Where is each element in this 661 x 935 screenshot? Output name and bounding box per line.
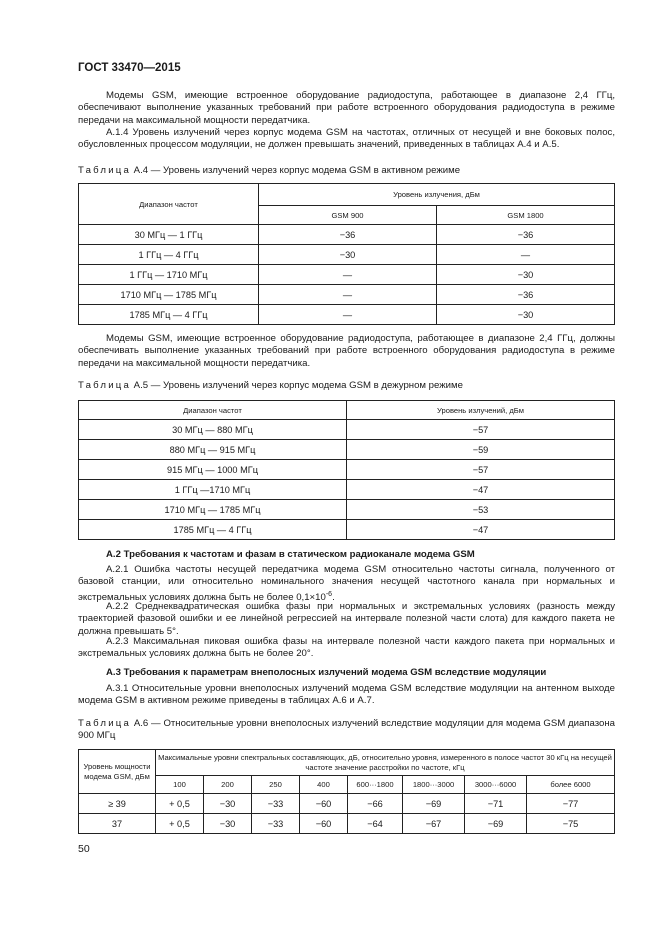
table-row [79, 500, 615, 520]
cell: + 0,5 [156, 794, 204, 814]
table-row [79, 265, 615, 285]
cell: −77 [527, 794, 615, 814]
paragraph-text: А.2.3 Максимальная пиковая ошибка фазы на интервале полезной части каждого пакета при нормальных и экстремальных условиях должна быть не более 20°. [78, 636, 615, 660]
cell: 1710 МГц — 1785 МГц [79, 500, 347, 520]
header-level: Уровень излучения, дБм [259, 184, 615, 206]
cell: −59 [347, 440, 615, 460]
cell: −47 [347, 520, 615, 540]
paragraph-text: Модемы GSM, имеющие встроенное оборудование радиодоступа, работающее в диапазоне 2,4 ГГц, должны обеспечивать выполнение указанных требований при работе встроенного оборудования радиодоступа в режиме передачи на максимальной мощности передатчика. [78, 333, 615, 369]
paragraph [78, 683, 615, 708]
header-gsm900: GSM 900 [259, 206, 437, 225]
header-level: Уровень излучений, дБм [347, 401, 615, 420]
paragraph [78, 90, 615, 127]
table-a6 [78, 749, 615, 834]
table-row [79, 520, 615, 540]
header-offset: 1800···3000 [403, 776, 465, 794]
header-offset: более 6000 [527, 776, 615, 794]
paragraph-text: . [332, 592, 335, 603]
section-heading-a2: А.2 Требования к частотам и фазам в статическом радиоканале модема GSM [106, 549, 475, 560]
header-range: Диапазон частот [79, 401, 347, 420]
cell: — [259, 285, 437, 305]
header-offset: 400 [300, 776, 348, 794]
table-a4 [78, 183, 615, 325]
cell: 880 МГц — 915 МГц [79, 440, 347, 460]
cell: 37 [79, 814, 156, 834]
paragraph [78, 564, 615, 604]
cell: — [259, 305, 437, 325]
cell: 1785 МГц — 4 ГГц [79, 305, 259, 325]
paragraph-text: А.2.2 Среднеквадратическая ошибка фазы при нормальных и экстремальных условиях (разность между траекторией фазовой ошибки и ее линейной регрессией на интервале полезной части слота) для каждого пакета не должна превышать 5°. [78, 601, 615, 637]
table-row [79, 420, 615, 440]
cell: −36 [437, 225, 615, 245]
header-offset: 600···1800 [348, 776, 403, 794]
cell: 1 ГГц — 1710 МГц [79, 265, 259, 285]
cell: −36 [259, 225, 437, 245]
cell: −30 [204, 794, 252, 814]
table-row [79, 460, 615, 480]
table-row [79, 245, 615, 265]
cell: −71 [465, 794, 527, 814]
caption-text: А.5 — Уровень излучений через корпус модема GSM в дежурном режиме [131, 380, 463, 391]
cell: −30 [437, 305, 615, 325]
header-offset: 100 [156, 776, 204, 794]
cell: −33 [252, 814, 300, 834]
cell: −30 [259, 245, 437, 265]
header-offset: 3000···6000 [465, 776, 527, 794]
cell: ≥ 39 [79, 794, 156, 814]
table-a6-caption [78, 718, 615, 743]
cell: −60 [300, 794, 348, 814]
caption-prefix: Таблица [78, 718, 132, 729]
paragraph-text: Модемы GSM, имеющие встроенное оборудование радиодоступа, работающее в диапазоне 2,4 ГГц, обеспечивают выполнение указанных требований при работе встроенного оборудования радиодоступа в режиме передачи на максимальной мощности передатчика. [78, 90, 615, 126]
paragraph [78, 127, 615, 152]
section-heading-a3: А.3 Требования к параметрам внеполосных излучений модема GSM вследствие модуляции [106, 667, 547, 678]
cell: 1 ГГц — 4 ГГц [79, 245, 259, 265]
header-levels: Максимальные уровни спектральных составляющих, дБ, относительно уровня, измеренного в полосе частот 30 кГц на несущей частоте значение расстройки по частоте, кГц [156, 750, 615, 776]
table-row [79, 794, 615, 814]
page-number: 50 [78, 843, 90, 855]
cell: −69 [403, 794, 465, 814]
caption-prefix: Таблица [78, 380, 132, 391]
header-power: Уровень мощности модема GSM, дБм [79, 750, 156, 794]
table-row [79, 814, 615, 834]
cell: + 0,5 [156, 814, 204, 834]
paragraph-text: А.3.1 Относительные уровни внеполосных излучений модема GSM вследствие модуляции на антенном выходе модема GSM в активном режиме приведены в таблицах А.6 и А.7. [78, 683, 615, 707]
cell: 915 МГц — 1000 МГц [79, 460, 347, 480]
cell: — [259, 265, 437, 285]
cell: −69 [465, 814, 527, 834]
table-row [79, 225, 615, 245]
table-row [79, 305, 615, 325]
header-range: Диапазон частот [79, 184, 259, 225]
cell: 1 ГГц —1710 МГц [79, 480, 347, 500]
cell: −57 [347, 460, 615, 480]
header-offset: 200 [204, 776, 252, 794]
table-row [79, 480, 615, 500]
table-a5 [78, 400, 615, 540]
superscript: -6 [325, 590, 333, 598]
table-a4-caption [78, 165, 615, 177]
cell: — [437, 245, 615, 265]
paragraph [78, 601, 615, 638]
caption-prefix: Таблица [78, 165, 132, 176]
cell: −53 [347, 500, 615, 520]
cell: −64 [348, 814, 403, 834]
cell: −30 [204, 814, 252, 834]
cell: −67 [403, 814, 465, 834]
cell: −57 [347, 420, 615, 440]
header-gsm1800: GSM 1800 [437, 206, 615, 225]
paragraph-text: А.2.1 Ошибка частоты несущей передатчика модема GSM относительно частоты сигнала, полученного от базовой станции, или относительно номинального значения несущей частотного канала при нормальных и экстремальных условиях должна быть не более 0,1×10 [78, 564, 615, 603]
caption-text: А.4 — Уровень излучений через корпус модема GSM в активном режиме [131, 165, 461, 176]
table-row [79, 440, 615, 460]
cell: −60 [300, 814, 348, 834]
caption-text: А.6 — Относительные уровни внеполосных излучений вследствие модуляции для модема GSM диапазона 900 МГц [78, 718, 615, 742]
cell: −75 [527, 814, 615, 834]
cell: −30 [437, 265, 615, 285]
paragraph-text: А.1.4 Уровень излучений через корпус модема GSM на частотах, отличных от несущей и вне боковых полос, обусловленных процессом модуляции, не должен превышать значений, приведенных в таблицах А.4 и А.5. [78, 127, 615, 151]
cell: 30 МГц — 1 ГГц [79, 225, 259, 245]
paragraph [78, 333, 615, 370]
cell: −36 [437, 285, 615, 305]
table-a5-caption [78, 380, 615, 392]
cell: −47 [347, 480, 615, 500]
cell: 1785 МГц — 4 ГГц [79, 520, 347, 540]
header-offset: 250 [252, 776, 300, 794]
paragraph [78, 636, 615, 661]
cell: −66 [348, 794, 403, 814]
cell: −33 [252, 794, 300, 814]
cell: 30 МГц — 880 МГц [79, 420, 347, 440]
document-header: ГОСТ 33470—2015 [78, 62, 181, 74]
table-row [79, 285, 615, 305]
cell: 1710 МГц — 1785 МГц [79, 285, 259, 305]
